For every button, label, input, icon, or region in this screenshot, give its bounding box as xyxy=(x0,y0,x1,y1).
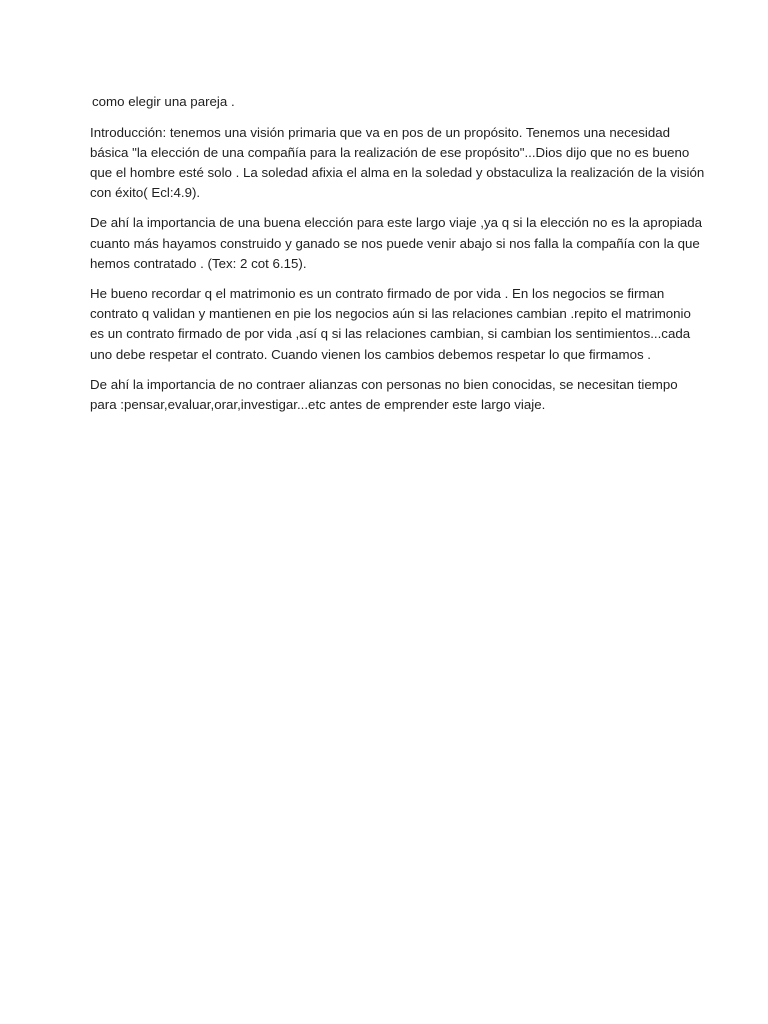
document-body xyxy=(90,92,705,425)
paragraph-line: básica "la elección de una compañía para la realización de ese propósito"...Dios dijo que no es bueno xyxy=(90,144,690,160)
paragraph-line: que el hombre esté solo . La soledad afixia el alma en la soledad y obstaculiza la realización de la visión xyxy=(90,164,705,180)
paragraph-alianzas xyxy=(90,375,680,415)
paragraph-line: He bueno recordar q el matrimonio es un contrato firmado de por vida . En los negocios se firman xyxy=(90,285,665,301)
paragraph-line: para :pensar,evaluar,orar,investigar...etc antes de emprender este largo viaje. xyxy=(90,396,546,412)
paragraph-line: contrato q validan y mantienen en pie los negocios aún si las relaciones cambian .repito el matrimonio xyxy=(90,306,691,322)
paragraph-line: con éxito( Ecl:4.9). xyxy=(90,185,201,201)
paragraph-contrato xyxy=(90,284,691,365)
paragraph-line: es un contrato firmado de por vida ,así q si las relaciones cambian, si cambian los sentimientos...cada xyxy=(90,326,691,342)
paragraph-line: hemos contratado . (Tex: 2 cot 6.15). xyxy=(90,255,307,271)
paragraph-line: uno debe respetar el contrato. Cuando vienen los cambios debemos respetar lo que firmamos . xyxy=(90,346,652,362)
paragraph-importancia-eleccion xyxy=(90,213,703,274)
paragraph-line: cuanto más hayamos construido y ganado se nos puede venir abajo si nos falla la compañía con la que xyxy=(90,235,700,251)
paragraph-introduccion xyxy=(90,123,705,204)
paragraph-line: De ahí la importancia de no contraer alianzas con personas no bien conocidas, se necesitan tiempo xyxy=(90,376,678,392)
document-title: como elegir una pareja . xyxy=(92,94,235,109)
paragraph-line: De ahí la importancia de una buena elección para este largo viaje ,ya q si la elección no es la apropiada xyxy=(90,215,703,231)
paragraph-line: Introducción: tenemos una visión primaria que va en pos de un propósito. Tenemos una necesidad xyxy=(90,124,671,140)
